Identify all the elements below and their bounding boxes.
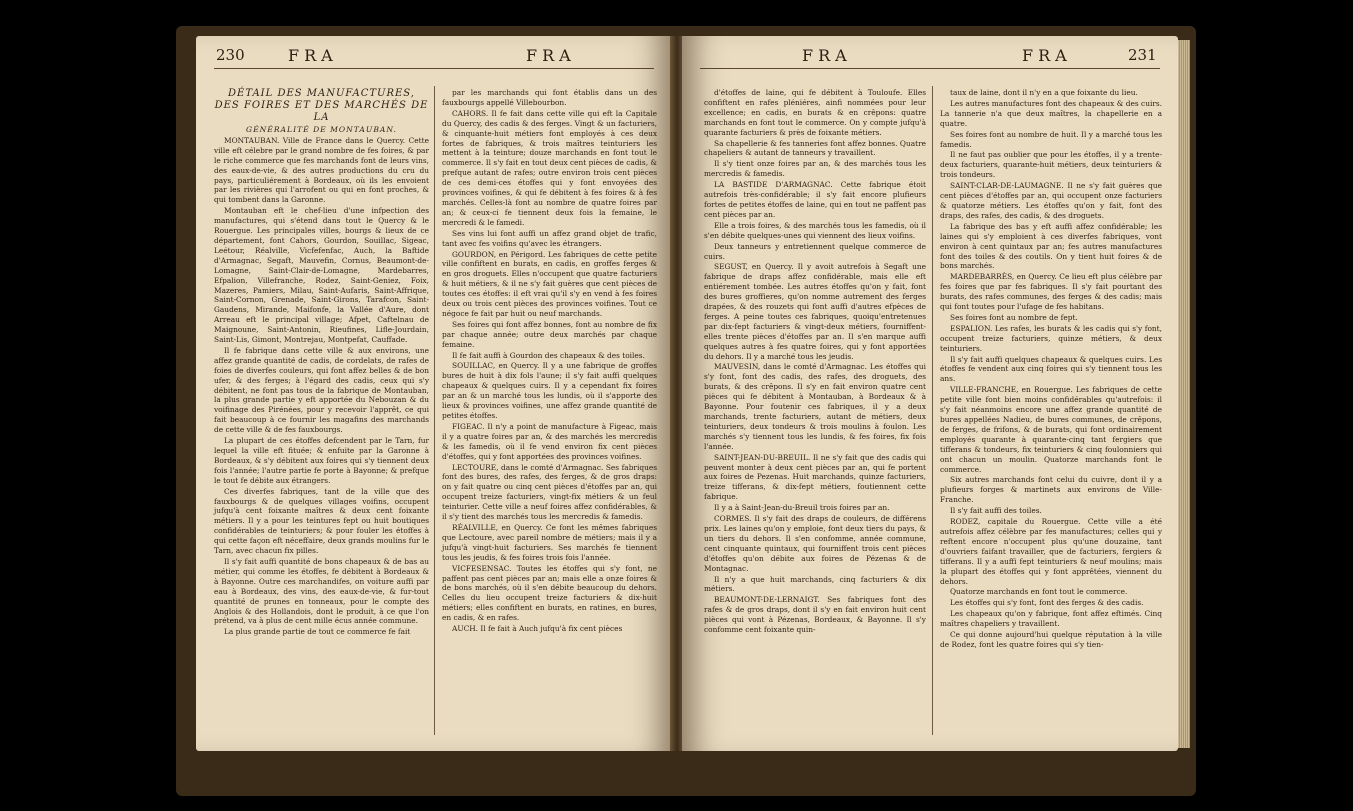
- paragraph: RODEZ, capitale du Rouergue. Cette ville a été autrefois affez célèbre par fes manufactures; celles qui y reftent encore n'occupent plus qu'une douzaine, tant d'ouvriers faifant travailler, que de facturiers, fergiers & tifferans. Il y a auffi fept teinturiers & neuf moulins; mais la plupart des étoffes qui y font apprêtées, viennent du dehors.: [940, 517, 1162, 586]
- header-rule: [700, 68, 1160, 69]
- paragraph: VICFESENSAC. Toutes les étoffes qui s'y font, ne paffent pas cent pièces par an; mais elle a onze foires & de bons marchés, où il s'en débite beaucoup du dehors. Celles du lieu occupent treize facturiers & dix-huit métiers; elles confiftent en burats, en ratines, en bures, en cadis, & en rafes.: [442, 563, 657, 623]
- text-column: [442, 88, 657, 635]
- paragraph: Ces diverfes fabriques, tant de la ville que des fauxbourgs & de quelques villages voifins, occupent jufqu'à cent foixante maîtres & deux cent foixante métiers. Il y a pour les teintures fept ou huit boutiques confidérables de teinturiers; & pour fouler les étoffes à qui cette façon eft néceffaire, deux grands moulins fur le Tarn, avec chacun fix pilles.: [214, 486, 429, 556]
- paragraph: Ses foires qui font affez bonnes, font au nombre de fix par chaque année; outre deux marchés par chaque femaine.: [442, 319, 657, 349]
- running-head-title: FRA: [1022, 46, 1072, 65]
- paragraph: MONTAUBAN. Ville de France dans le Quercy. Cette ville eft célebre par le grand nombre de fes foires, & par le riche commerce que fes marchands font de leurs vins, des eaux-de-vie, & des autres productions du cru du pays, particuliérement à Bordeaux, où ils les envoient par les rivières qui l'arrofent ou qui en font proches, & qui tombent dans la Garonne.: [214, 135, 429, 205]
- paragraph: Ses foires font au nombre de fept.: [950, 312, 1078, 322]
- paragraph: d'étoffes de laine, qui fe débitent à Touloufe. Elles confiftent en rafes pléniéres, ainfi nommées pour leur excellence; en cadis, en burats & en crêpons: quatre marchands en font tout le commerce. On y compte jufqu'à quarante facturiers & près de foixante métiers.: [704, 88, 926, 137]
- paragraph: Il s'y fait auffi quelques chapeaux & quelques cuirs. Les étoffes fe vendent aux cinq foires qui s'y tiennent tous les ans.: [940, 354, 1162, 384]
- paragraph: Ce qui donne aujourd'hui quelque réputation à la ville de Rodez, font les quatre foires qui s'y tien-: [940, 630, 1162, 649]
- paragraph: par les marchands qui font établis dans un des fauxbourgs appellé Villebourbon.: [442, 88, 657, 107]
- paragraph: Il n'y a que huit marchands, cinq facturiers & dix métiers.: [704, 574, 926, 594]
- paragraph: Il s'y tient onze foires par an, & des marchés tous les mercredis & famedis.: [704, 159, 926, 179]
- paragraph: Six autres marchands font celui du cuivre, dont il y a plufieurs forges & martinets aux environs de Ville-Franche.: [940, 475, 1162, 505]
- paragraph: Ses vins lui font auffi un affez grand objet de trafic, tant avec fes voifins qu'avec les étrangers.: [442, 228, 657, 248]
- paragraph: La fabrique des bas y eft auffi affez confidérable; les laines qui s'y emploient à ces diverfes fabriques, vont environ à cent quintaux par an; fes autres manufactures font des toiles & des coutils. On y tient huit foires & de bons marchés.: [940, 221, 1162, 271]
- paragraph: Deux tanneurs y entretiennent quelque commerce de cuirs.: [704, 241, 926, 261]
- paragraph: RÉALVILLE, en Quercy. Ce font les mêmes fabriques que Lectoure, avec pareil nombre de métiers; mais il y a jufqu'à vingt-huit facturiers. Ses marchés fe tiennent tous les jeudis, & fes foires trois fois l'année.: [442, 522, 657, 562]
- paragraph: Il s'y fait auffi quantité de bons chapeaux & de bas au métier, qui comme les étoffes, fe débitent à Bordeaux & à Bayonne. Outre ces marchandifes, on voiture auffi par eau à Bordeaux, des vins, des eaux-de-vie, & fur-tout quantité de prunes en tonneaux, pour le compte des Anglois & des Hollandois, dont le produit, à ce que l'on prétend, va à plus de cent mille écus année commune.: [214, 556, 429, 626]
- paragraph: Ses foires font au nombre de huit. Il y a marché tous les famedis.: [940, 129, 1162, 149]
- running-head-title: FRA: [802, 46, 852, 65]
- text-column: [704, 88, 926, 636]
- paragraph: La plus grande partie de tout ce commerce fe fait: [224, 627, 411, 637]
- left-running-head: [196, 46, 672, 76]
- paragraph: La plupart de ces étoffes defcendent par le Tarn, fur lequel la ville eft fituée; & enfuite par la Garonne à Bordeaux, & s'y débitent aux foires qui s'y tiennent deux fois l'année; l'autre partie fe porte à Bayonne; & prefque le tout fe débite aux étrangers.: [214, 436, 429, 485]
- paragraph: SAINT-CLAR-DE-LAUMAGNE. Il ne s'y fait guères que cent pièces d'étoffes par an, qui occupent onze facturiers & quatorze métiers. Les étoffes qu'on y fait, font des draps, des rafes, des cadis, & des droguets.: [940, 181, 1162, 220]
- page-number: 231: [1128, 46, 1157, 64]
- paragraph: Les chapeaux qu'on y fabrique, font affez eftimés. Cinq maîtres chapeliers y travaillent.: [940, 609, 1162, 629]
- paragraph: Il ne faut pas oublier que pour les étoffes, il y a trente-deux facturiers, quarante-huit métiers, deux teinturiers & trois tondeurs.: [940, 150, 1162, 180]
- section-title: DÉTAIL DES MANUFACTURES, DES FOIRES ET DES MARCHÉS DE LA: [214, 88, 429, 123]
- page-number: 230: [216, 46, 245, 64]
- paragraph: LA BASTIDE D'ARMAGNAC. Cette fabrique étoit autrefois très-confidérable; il s'y fait encore plufieurs fortes de petites étoffes de laine, qui en tout ne paffent pas cent pièces par an.: [704, 180, 927, 219]
- paragraph: Quatorze marchands en font tout le commerce.: [950, 587, 1128, 597]
- paragraph: Montauban eft le chef-lieu d'une infpection des manufactures, qui s'étend dans tout le Quercy & le Rouergue. Les principales villes, bourgs & lieux de ce département, font Cahors, Gourdon, Souillac, Sigeac, Leétour, Réalville, Vicfefenfac, Auch, la Baftide d'Armagnac, Segaft, Mauvefin, Cornus, Beaumont-de-Lomagne, Saint-Clair-de-Lomagne, Mardebarres, Efpalion, Villefranche, Rodez, Saint-Geniez, Foix, Mazeres, Pamiers, Milau, Saint-Aufaris, Saint-Affrique, Saint-Cornon, Grenade, Saint-Girons, Tarafcon, Saint-Gaudens, Mirande, Maifonfe, la Vallée d'Aure, dont Arreau eft le principal village; Afpet, Caftelnau de Maignoune, Saint-Antonin, Rieufines, Lifle-Jourdain, Saint-Lis, Gimont, Montrejau, Montpefat, Cauffade.: [214, 206, 429, 345]
- right-running-head: [682, 46, 1178, 76]
- paragraph: BEAUMONT-DE-LERNAIGT. Ses fabriques font des rafes & de gros draps, dont il s'y en fait environ huit cent pièces qui vont à Pézenas, Bordeaux, & Bayonne. Il s'y confomme cent foixante quin-: [704, 595, 926, 635]
- paragraph: Il fe fabrique dans cette ville & aux environs, une affez grande quantité de cadis, de cordelats, de rafes de foies de diverfes couleurs, qui font affez belles & de bon ufer, & des ferges; à l'égard des cadis, ceux qui s'y débitent, ne font pas tous de la fabrique de Montauban, la plus grande partie y eft apportée du Nebouzan & du voifinage des Pirénées, pour y recevoir l'apprêt, ce qui fait beaucoup à ce fournir les magafins des marchands de cette ville & de fes fauxbourgs.: [214, 345, 429, 435]
- column-divider: [434, 86, 435, 735]
- text-column: [214, 88, 429, 638]
- running-head-title: FRA: [288, 46, 338, 65]
- paragraph: Il fe fait auffi à Gourdon des chapeaux & des toiles.: [452, 350, 645, 360]
- paragraph: taux de laine, dont il n'y en a que foixante du lieu.: [950, 88, 1138, 97]
- section-subtitle: GÉNÉRALITÉ DE MONTAUBAN.: [246, 125, 397, 134]
- paragraph: SEGUST, en Quercy. Il y avoit autrefois à Segaft une fabrique de draps affez confidérable, mais elle eft entiérement tombée. Les autres étoffes qu'on y fait, font des bures groffieres, qu'on nomme autrement des ferges drapées, & des rouzets qui font auffi d'autres efpèces de ferges. A peine toutes ces fabriques, quoiqu'entretenues par dix-fept facturiers & vingt-deux métiers, fourniffent-elles trente pièces d'étoffes par an. Il s'en marque auffi quelques autres à fes quatre foires, qui y font apportées du dehors. Il y a marché tous les jeudis.: [704, 262, 926, 361]
- right-page: [682, 36, 1178, 751]
- paragraph: SOUILLAC, en Quercy. Il y a une fabrique de groffes bures de huit à dix fols l'aune; il s'y fait auffi quelques chapeaux & quelques cuirs. Il y a cependant fix foires par an & un marché tous les lundis, où il s'apporte des lieux & provinces voifines, une affez grande quantité de petites étoffes.: [442, 361, 657, 420]
- paragraph: MARDEBARRÈS, en Quercy. Ce lieu eft plus célèbre par fes foires que par fes fabriques. Il s'y fait pourtant des burats, des rafes communes, des ferges & des cadis; mais qui font toutes pour l'ufage de fes habitans.: [940, 272, 1162, 312]
- paragraph: Sa chapellerie & fes tanneries font affez bonnes. Quatre chapeliers & autant de tanneurs y travaillent.: [704, 138, 926, 158]
- paragraph: GOURDON, en Périgord. Les fabriques de cette petite ville confiftent en burats, en cadis, en groffes ferges & en gros droguets. Elles n'occupent que quatre facturiers & huit métiers, & il ne s'y fait guères que cent pièces de toutes ces étoffes: il eft vrai qu'il s'y en vend à fes foires deux ou trois cent pièces des provinces voifines. Tout ce négoce fe fait par huit ou neuf marchands.: [442, 249, 657, 318]
- paragraph: VILLE-FRANCHE, en Rouergue. Les fabriques de cette petite ville font bien moins confidérables qu'autrefois: il s'y fait néanmoins encore une affez grande quantité de bures appellées Nadieu, de bures communes, de crêpons, de ferges, de frifons, & de burats, qui font ordinairement employés quarante à quarante-cinq tant fergiers que tifferans & tondeurs, fix teinturiers & cinq foulonniers qui ont chacun un moulin. Quatorze marchands font le commerce.: [940, 385, 1162, 474]
- text-column: [940, 88, 1162, 651]
- column-divider: [932, 86, 933, 735]
- running-head-title: FRA: [526, 46, 576, 65]
- paragraph: Elle a trois foires, & des marchés tous les famedis, où il s'en débite quelques-unes qui viennent des lieux voifins.: [704, 220, 926, 240]
- paragraph: Les autres manufactures font des chapeaux & des cuirs. La tannerie n'a que deux maîtres, la chapellerie en a quatre.: [940, 98, 1162, 128]
- page-edges: [1178, 40, 1190, 748]
- header-rule: [214, 68, 654, 69]
- paragraph: CAHORS. Il fe fait dans cette ville qui eft la Capitale du Quercy, des cadis & des ferges. Vingt & un facturiers, & cinquante-huit métiers font employés à ces deux fortes de fabriques, & trois maîtres teinturiers les mettent à la teinture; douze marchands en font tout le commerce. Il s'y fait en tout deux cent pièces de cadis, & prefque autant de rafes; outre environ trois cent pièces de ces demi-ces étoffes qui y font envoyées des provinces voifines, & qui fe débitent à fes foires & à fes marchés. Celles-là font au nombre de quatre foires par an; & ceux-ci fe tiennent deux fois la femaine, le mercredi & le famedi.: [442, 108, 657, 227]
- paragraph: AUCH. Il fe fait à Auch jufqu'à fix cent pièces: [452, 624, 623, 634]
- paragraph: SAINT-JEAN-DU-BREUIL. Il ne s'y fait que des cadis qui peuvent monter à deux cent pièces par an, qui fe portent aux foires de Pezenas. Huit marchands, quinze facturiers, treize tifferans, & dix-fept métiers, foutiennent cette fabrique.: [704, 452, 926, 502]
- paragraph: LECTOURE, dans le comté d'Armagnac. Ses fabriques font des bures, des rafes, des ferges, & de gros draps: on y fait quatre ou cinq cent pièces d'étoffes par an, qui occupent treize facturiers, vingt-fix métiers & un feul teinturier. Cette ville a neuf foires affez confidérables, & il s'y tient des marchés tous les mercredis & famedis.: [442, 462, 657, 522]
- paragraph: FIGEAC. Il n'y a point de manufacture à Figeac, mais il y a quatre foires par an, & des marchés les mercredis & les famedis, où il fe vend environ fix cent pièces d'étoffes, qui y font apportées des provinces voifines.: [442, 421, 657, 461]
- paragraph: ESPALION. Les rafes, les burats & les cadis qui s'y font, occupent treize facturiers, quinze métiers, & deux teinturiers.: [940, 323, 1162, 353]
- paragraph: MAUVESIN, dans le comté d'Armagnac. Les étoffes qui s'y font, font des cadis, des rafes, des droguets, des burats, & des crêpons. Il s'y en fait environ quatre cent pièces qui fe débitent à Montauban, à Bordeaux & à Bayonne. Pour foutenir ces fabriques, il y a deux marchands, trente facturiers, autant de métiers, deux teinturiers, deux tondeurs & trois moulins à foulon. Les marchés s'y tiennent tous les lundis, & fes foires, fix fois l'année.: [704, 362, 926, 451]
- left-page: [196, 36, 672, 751]
- paragraph: Il s'y fait auffi des toiles.: [950, 506, 1042, 516]
- paragraph: CORMES. Il s'y fait des draps de couleurs, de différens prix. Les laines qu'on y emploie, font deux tiers du pays, & un tiers du dehors. Il s'en confomme, année commune, cent cinquante quintaux, qui fourniffent trois cent pièces d'étoffes qu'on débite aux foires de Pézenas & de Montagnac.: [704, 514, 926, 573]
- paragraph: Il y a à Saint-Jean-du-Breuil trois foires par an.: [714, 503, 890, 513]
- paragraph: Les étoffes qui s'y font, font des ferges & des cadis.: [950, 598, 1144, 608]
